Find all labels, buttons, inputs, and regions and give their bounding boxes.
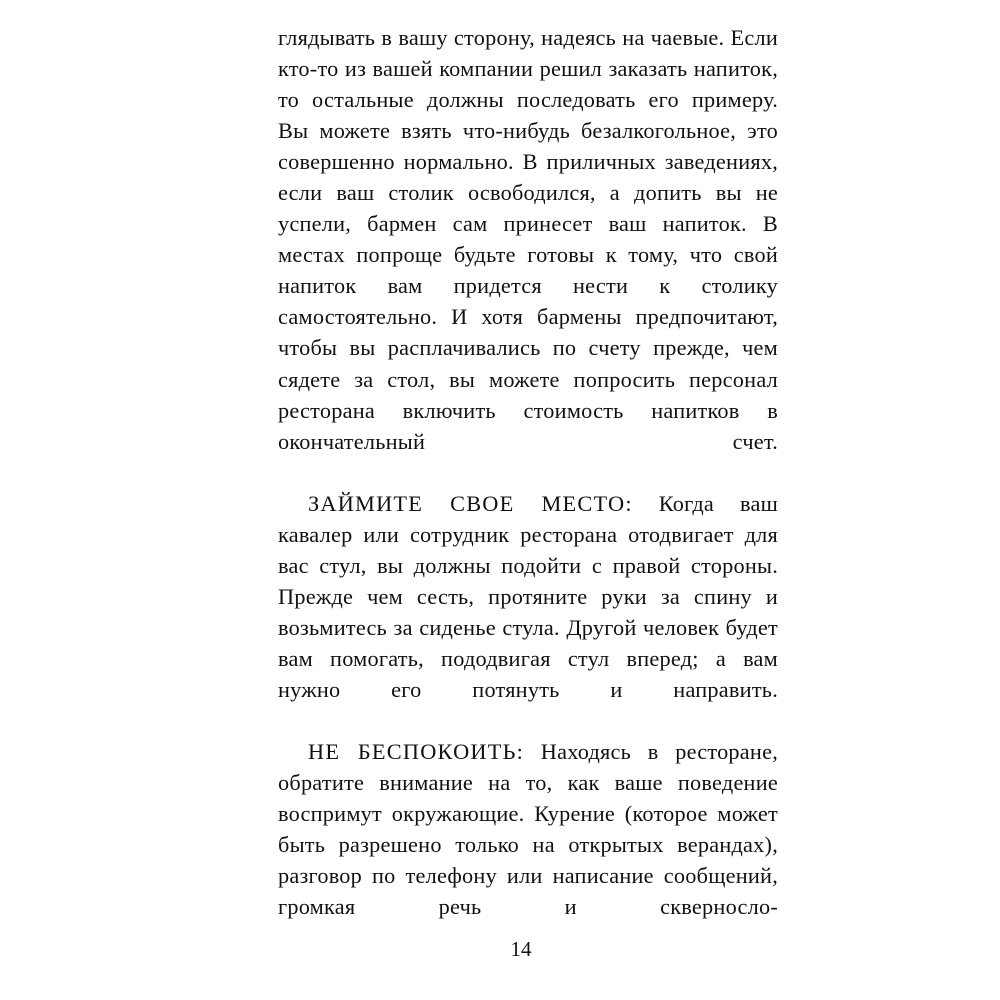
heading-take-your-seat: ЗАЙМИТЕ СВОЕ МЕСТО:	[308, 490, 633, 516]
paragraph-take-your-seat-text: Когда ваш кавалер или сотрудник ресторана отодвигает для вас стул, вы должны подойти с правой стороны. Прежде чем сесть, протяните руки за спину и возьмитесь за сиденье стула. Другой человек будет вам помогать, пододвигая стул вперед; а вам нужно его потянуть и направить.	[278, 490, 778, 702]
paragraph-drinks-text: глядывать в вашу сторону, надеясь на чаевые. Если кто-то из вашей компании решил заказать напиток, то остальные должны последовать его примеру. Вы можете взять что-нибудь безалкогольное, это совершенно нормально. В приличных заведениях, если ваш столик освободился, а допить вы не успели, бармен сам принесет ваш напиток. В местах попроще будьте готовы к тому, что свой напиток вам придется нести к столику самостоятельно. И хотя бармены предпочитают, чтобы вы расплачивались по счету прежде, чем сядете за стол, вы можете попросить персонал ресторана включить стоимость напитков в окончательный счет.	[278, 25, 778, 454]
page-number: 14	[510, 937, 532, 961]
paragraph-do-not-disturb-text: Находясь в ресторане, обратите внимание на то, как ваше поведение воспримут окружающие. Курение (которое может быть разрешено только на открытых верандах), разговор по телефону или написание сообщений, громкая речь и скверносло-	[278, 739, 778, 920]
paragraph-take-your-seat	[278, 488, 778, 736]
heading-do-not-disturb: НЕ БЕСПОКОИТЬ:	[308, 739, 525, 765]
paragraph-do-not-disturb	[278, 736, 778, 953]
page-text-block	[278, 22, 778, 953]
paragraph-drinks	[278, 22, 778, 488]
